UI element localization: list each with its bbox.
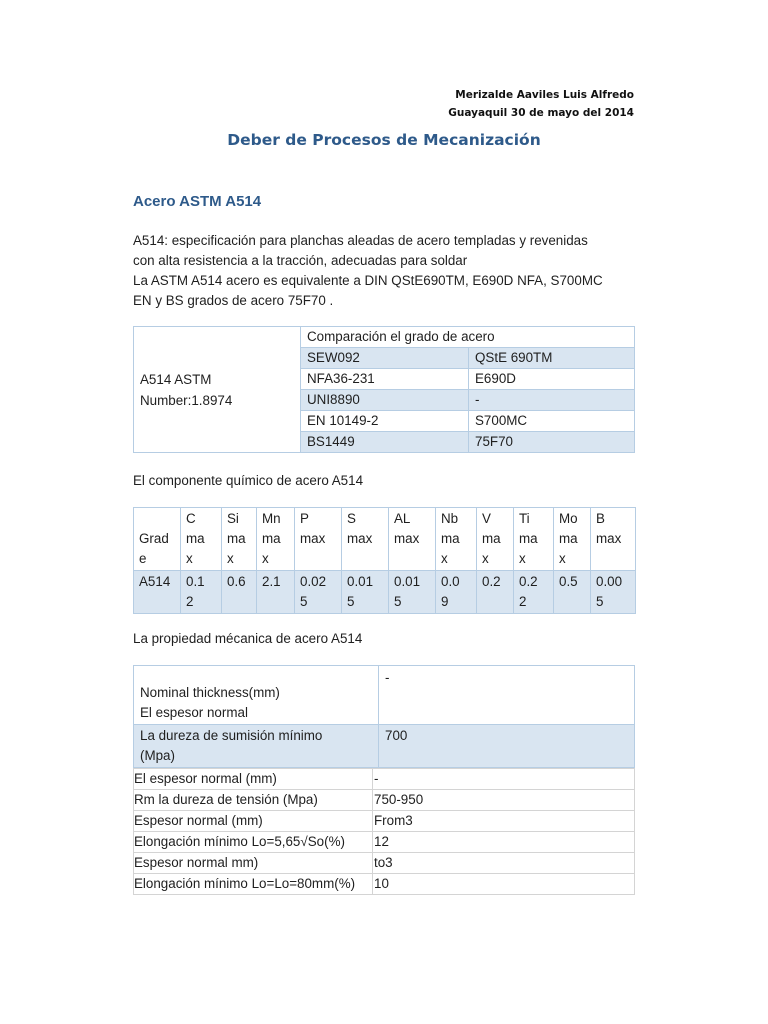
chemical-table [133, 507, 636, 614]
table-row [134, 725, 635, 768]
label-cell: Espesor normal mm) [134, 853, 373, 874]
value-cell: to3 [373, 853, 635, 874]
intro-line: con alta resistencia a la tracción, adecuadas para soldar [133, 253, 468, 268]
document-title: Deber de Procesos de Mecanización [227, 131, 541, 149]
value-cell: 0.02 5 [295, 571, 342, 614]
table-cell: SEW092 [301, 348, 469, 369]
label-cell: El espesor normal (mm) [134, 769, 373, 790]
value-cell: - [373, 769, 635, 790]
table-cell: QStE 690TM [469, 348, 635, 369]
header-cell: Nb ma x [436, 508, 477, 571]
chem-caption: El componente químico de acero A514 [133, 473, 364, 488]
value-cell: 0.1 2 [181, 571, 222, 614]
table-cell: - [469, 390, 635, 411]
author-name: Merizalde Aaviles Luis Alfredo [455, 89, 634, 101]
value-cell: 10 [373, 874, 635, 895]
value-cell: 0.5 [554, 571, 591, 614]
table-cell: EN 10149-2 [301, 411, 469, 432]
grade-line: Number:1.8974 [140, 392, 233, 408]
label-cell: Elongación mínimo Lo=Lo=80mm(%) [134, 874, 373, 895]
place-date: Guayaquil 30 de mayo del 2014 [448, 107, 634, 119]
header-cell: Si ma x [222, 508, 257, 571]
label-cell: Nominal thickness(mm) El espesor normal [134, 666, 379, 725]
comparison-header: Comparación el grado de acero [301, 327, 635, 348]
value-cell: 2.1 [257, 571, 295, 614]
header-cell: S max [342, 508, 389, 571]
value-cell: - [379, 666, 635, 725]
section-heading: Acero ASTM A514 [133, 193, 262, 210]
intro-line: EN y BS grados de acero 75F70 . [133, 293, 334, 308]
header-cell: Mo ma x [554, 508, 591, 571]
table-cell: S700MC [469, 411, 635, 432]
header-cell: P max [295, 508, 342, 571]
value-cell: 0.2 2 [514, 571, 554, 614]
table-row [134, 853, 635, 874]
mechanical-table [133, 665, 635, 768]
header-cell: AL max [389, 508, 436, 571]
intro-line: La ASTM A514 acero es equivalente a DIN QStE690TM, E690D NFA, S700MC [133, 273, 603, 288]
value-cell: From3 [373, 811, 635, 832]
value-cell: 0.01 5 [389, 571, 436, 614]
chem-values-row [134, 571, 636, 614]
label-cell: La dureza de sumisión mínimo (Mpa) [134, 725, 379, 768]
table-cell: UNI8890 [301, 390, 469, 411]
chem-header-row [134, 508, 636, 571]
value-cell: 0.00 5 [591, 571, 636, 614]
value-cell: A514 [134, 571, 181, 614]
comparison-table [133, 326, 635, 453]
header-cell: B max [591, 508, 636, 571]
value-cell: 750-950 [373, 790, 635, 811]
header-cell: V ma x [477, 508, 514, 571]
table-cell: E690D [469, 369, 635, 390]
intro-line: A514: especificación para planchas aleadas de acero templadas y revenidas [133, 233, 588, 248]
table-row [134, 811, 635, 832]
header-cell: Ti ma x [514, 508, 554, 571]
header-cell: Grad e [134, 508, 181, 571]
intro-paragraph [133, 231, 643, 311]
table-cell: NFA36-231 [301, 369, 469, 390]
table-row [134, 327, 635, 348]
table-row [134, 769, 635, 790]
table-cell: 75F70 [469, 432, 635, 453]
value-cell: 0.01 5 [342, 571, 389, 614]
table-row [134, 874, 635, 895]
header-cell: C ma x [181, 508, 222, 571]
header-cell: Mn ma x [257, 508, 295, 571]
grade-cell [134, 327, 301, 453]
properties-table [133, 768, 635, 895]
value-cell: 0.2 [477, 571, 514, 614]
value-cell: 0.0 9 [436, 571, 477, 614]
value-cell: 700 [379, 725, 635, 768]
table-row [134, 790, 635, 811]
table-cell: BS1449 [301, 432, 469, 453]
mech-caption: La propiedad mécanica de acero A514 [133, 631, 363, 646]
label-cell: Rm la dureza de tensión (Mpa) [134, 790, 373, 811]
value-cell: 0.6 [222, 571, 257, 614]
table-row [134, 666, 635, 725]
grade-line: A514 ASTM [140, 371, 212, 387]
table-row [134, 832, 635, 853]
author-block [448, 86, 634, 122]
label-cell: Espesor normal (mm) [134, 811, 373, 832]
value-cell: 12 [373, 832, 635, 853]
label-cell: Elongación mínimo Lo=5,65√So(%) [134, 832, 373, 853]
